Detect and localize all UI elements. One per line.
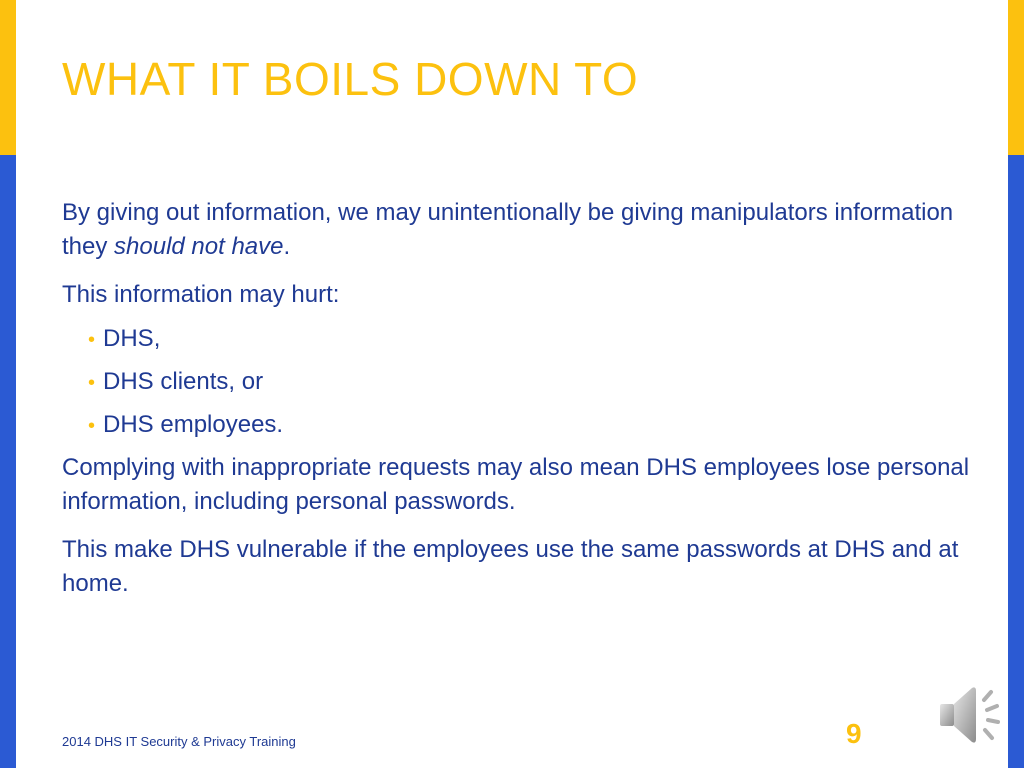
speaker-icon[interactable] [936,682,1006,748]
slide-body [62,196,982,615]
paragraph-3: Complying with inappropriate requests may also mean DHS employees lose personal information, including personal passwords. [62,454,970,515]
bullet-list [62,322,982,443]
paragraph-2: This information may hurt: [62,281,340,308]
page-number: 9 [846,718,862,749]
bullet-icon: • [88,415,96,437]
list-item-text: DHS, [103,325,161,352]
paragraph-4: This make DHS vulnerable if the employees use the same passwords at DHS and at home. [62,536,959,597]
right-accent-bar [1008,0,1024,768]
left-bar-blue [0,155,16,768]
paragraph-1-end: . [283,233,291,260]
paragraph-1 [62,196,982,264]
bullet-icon: • [88,372,96,394]
list-item [88,322,982,357]
paragraph-1-text: By giving out information, we may unintentionally be giving manipulators information they [62,199,954,260]
bullet-icon: • [88,329,96,351]
list-item-text: DHS employees. [103,411,284,438]
list-item [88,365,982,400]
list-item-text: DHS clients, or [103,368,264,395]
left-accent-bar [0,0,16,768]
right-bar-yellow [1008,0,1024,155]
slide-title: WHAT IT BOILS DOWN TO [62,53,639,105]
left-bar-yellow [0,0,16,155]
paragraph-1-emphasis: should not have [114,233,284,260]
footer-text: 2014 DHS IT Security & Privacy Training [62,734,296,749]
list-item [88,408,982,443]
right-bar-blue [1008,155,1024,768]
